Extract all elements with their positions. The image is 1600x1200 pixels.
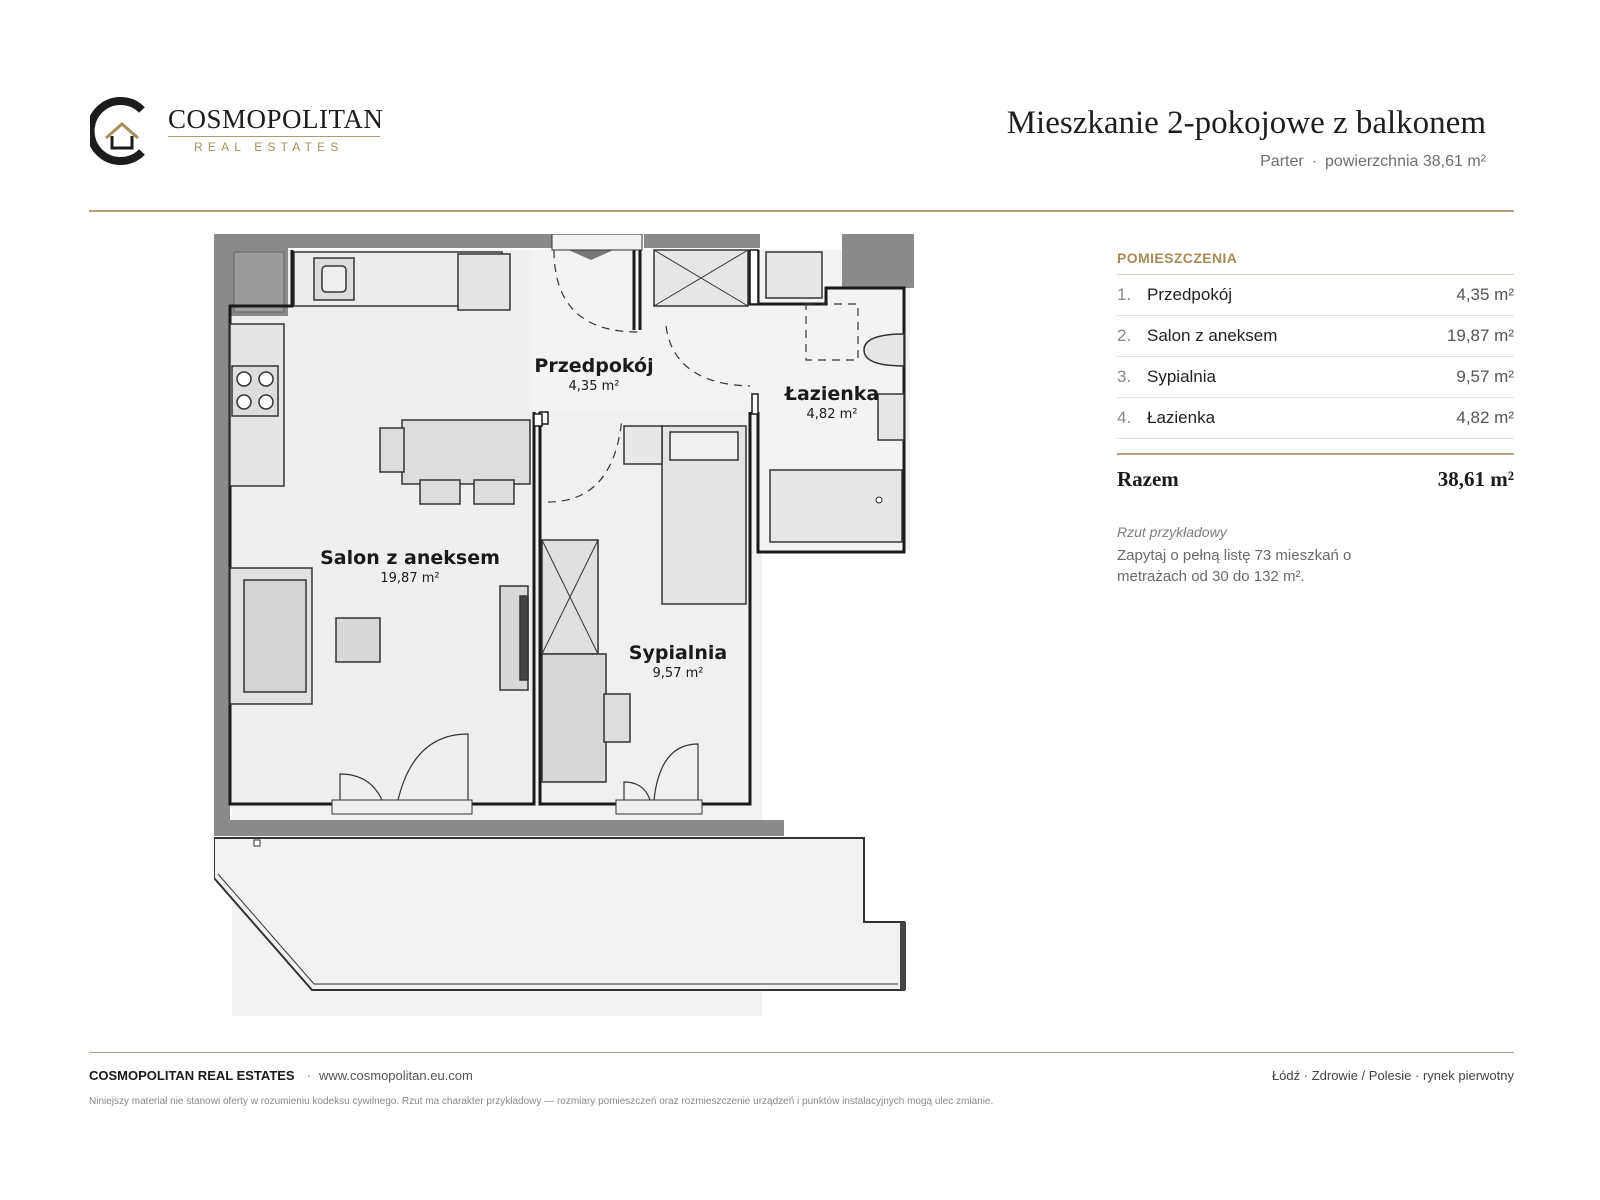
bedroom-window [616,800,702,814]
drain-icon [876,497,882,503]
room-name: Łazienka [1147,408,1216,427]
burner-4 [259,395,273,409]
shaft-1-inner [234,252,284,312]
footer-website-link[interactable]: www.cosmopolitan.eu.com [318,1068,473,1083]
subtitle-separator: · [1311,153,1318,170]
fridge [458,254,510,310]
logo-mark-icon [90,96,156,166]
brand-tagline: REAL ESTATES [194,140,344,154]
balcony-post [254,840,260,846]
room-row [1117,275,1514,316]
room-area-sypialnia: 9,57 m² [652,666,704,681]
room-area: 19,87 m² [1446,326,1514,345]
footer-separator: · [306,1068,311,1083]
footer-location: Łódź · Zdrowie / Polesie · rynek pierwotny [1271,1068,1514,1083]
rooms-heading: POMIESZCZENIA [1117,250,1514,275]
note-title: Rzut przykładowy [1117,524,1227,540]
room-label-lazienka: Łazienka [784,383,880,405]
chair-3 [474,480,514,504]
wall-north-1 [214,234,574,248]
nightstand [624,426,662,464]
footer-left [89,1068,473,1083]
room-label-sypialnia: Sypialnia [628,642,728,664]
wall-west [214,234,230,834]
bath-wall-end [752,394,758,414]
footer-disclaimer: Niniejszy materiał nie stanowi oferty w rozumieniu kodeksu cywilnego. Rzut ma charakter przykładowy — rozmiary pomieszczeń oraz rozmieszczenie urządzeń i punktów instalacyjnych mogą ulec zmianie. [89,1096,994,1107]
salon-wall-end [534,414,542,426]
total-label: Razem [1117,467,1179,491]
burner-2 [259,372,273,386]
footer-divider [89,1052,1514,1053]
tv-icon [520,596,528,680]
entry-door [552,234,642,250]
burner-1 [237,372,251,386]
burner-3 [237,395,251,409]
header-divider [89,210,1514,212]
bath-cabinet [766,252,822,298]
page-title: Mieszkanie 2-pokojowe z balkonem [1006,105,1486,141]
footer-company: COSMOPOLITAN REAL ESTATES [89,1068,295,1083]
room-name: Przedpokój [1147,285,1233,304]
wall-south [214,820,784,836]
total-value: 38,61 m² [1437,467,1514,491]
area-label: powierzchnia 38,61 m² [1325,153,1486,170]
room-area-przedpokoj: 4,35 m² [568,379,620,394]
brand-divider [168,136,380,137]
sofa-seat [244,580,306,692]
room-area-salon: 19,87 m² [380,571,440,586]
chair-2 [420,480,460,504]
sink-basin [322,266,346,292]
dining-table [402,420,530,484]
wall-north-2 [644,234,760,248]
balcony-edge [900,922,906,990]
room-row [1117,316,1514,357]
room-area: 4,82 m² [1456,408,1514,427]
room-number: 4. [1117,408,1132,427]
washbasin-icon [878,394,904,440]
pillow [670,432,738,460]
room-number: 2. [1117,326,1132,345]
room-number: 3. [1117,367,1132,386]
note-text: Zapytaj o pełną listę 73 mieszkań o metrażach od 30 do 132 m². [1117,547,1352,585]
coffee-table [336,618,380,662]
wall-north-3 [842,234,914,288]
desk [542,654,606,782]
brand-logo[interactable] [90,96,390,166]
bathtub-icon [770,470,902,542]
total-row [1117,453,1514,492]
room-label-salon: Salon z aneksem [320,547,500,569]
room-name: Sypialnia [1147,367,1216,386]
bath-wall-frame [750,250,758,304]
room-row [1117,398,1514,439]
salon-window [332,800,472,814]
rooms-panel [1117,250,1514,587]
desk-chair [604,694,630,742]
room-area: 4,35 m² [1456,285,1514,304]
room-area: 9,57 m² [1456,367,1514,386]
floor-plan [214,234,944,1016]
room-number: 1. [1117,285,1132,304]
chair-1 [380,428,404,472]
room-label-przedpokoj: Przedpokój [534,355,654,377]
page-subtitle [1260,153,1486,171]
room-area-lazienka: 4,82 m² [806,407,858,422]
brand-name: COSMOPOLITAN [168,104,384,134]
floor-label: Parter [1260,153,1304,170]
room-row [1117,357,1514,398]
balcony [214,838,904,990]
room-name: Salon z aneksem [1147,326,1278,345]
